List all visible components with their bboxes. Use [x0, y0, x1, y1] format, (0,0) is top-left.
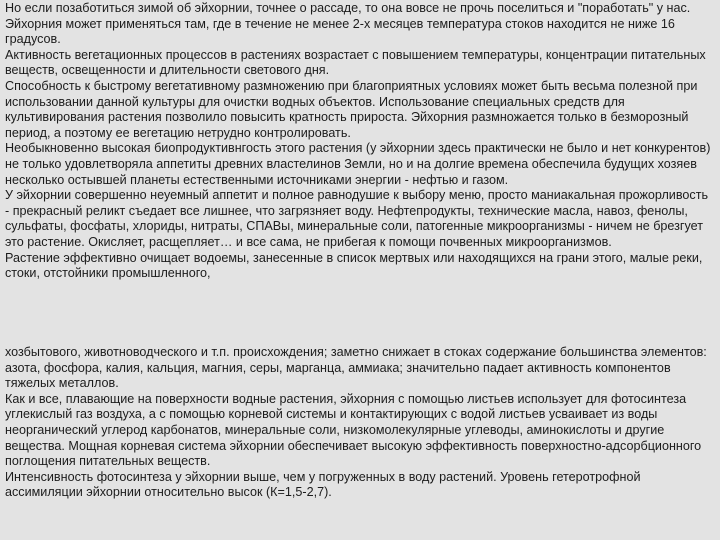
paragraph: У эйхорнии совершенно неуемный аппетит и полное равнодушие к выбору меню, просто маниакальная прожорливость - прекрасный реликт съедает все лишнее, что загрязняет воду. Нефтепродукты, технические масла, навоз, фенолы, сульфаты, фосфаты, хлориды, нитраты, СПАВы, минеральные соли, патогенные микроорганизмы - ничем не брезгует это растение. Окисляет, расщепляет… и все сама, не прибегая к помощи почвенных микроорганизмов. — [5, 188, 709, 249]
paragraph: хозбытового, животноводческого и т.п. происхождения; заметно снижает в стоках содержание большинства элементов: азота, фосфора, калия, кальция, магния, серы, марганца, аммиака; значительно падает активность компонентов тяжелых металлов. — [5, 345, 707, 391]
paragraph: Активность вегетационных процессов в растениях возрастает с повышением температуры, концентрации питательных веществ, освещенности и длительности светового дня. — [5, 47, 706, 78]
paragraph: Способность к быстрому вегетативному размножению при благоприятных условиях может быть весьма полезной при использовании данной культуры для очистки водных объектов. Использование специальных средств для культивирования растения позволило повысить кратность прироста. Эйхорния размножается только в безморозный период, а поэтому ее вегетацию нетрудно контролировать. — [5, 78, 698, 140]
paragraph: Как и все, плавающие на поверхности водные растения, эйхорния с помощью листьев использует для фотосинтеза углекислый газ воздуха, а с помощью корневой системы и контактирующих с водой листьев усваивает из воды неорганический углерод карбонатов, минеральные соли, низкомолекулярные углеводы, аминокислоты и другие вещества. Мощная корневая система эйхорнии обеспечивает высокую эффективность поверхностно-адсорбционного поглощения питательных веществ. — [5, 391, 702, 469]
paragraph: Растение эффективно очищает водоемы, занесенные в список мертвых или находящихся на грани этого, малые реки, стоки, отстойники промышленного, — [5, 250, 703, 281]
text-block-lower — [5, 345, 715, 501]
paragraph: Интенсивность фотосинтеза у эйхорнии выше, чем у погруженных в воду растений. Уровень гетеротрофной ассимиляции эйхорнии относительно высок (К=1,5-2,7). — [5, 469, 641, 500]
paragraph: Необыкновенно высокая биопродуктивнгость этого растения (у эйхорнии здесь практически не было и нет конкурентов) не только удовлетворяла аппетиты древних властелинов Земли, но и на долгие времена обеспечила будущих хозяев несколько остывшей планеты естественными источниками энергии - нефтью и газом. — [5, 141, 711, 187]
text-block-upper — [5, 1, 715, 282]
paragraph: Но если позаботиться зимой об эйхорнии, точнее о рассаде, то она вовсе не прочь поселиться и "поработать" у нас. Эйхорния может применяться там, где в течение не менее 2-х месяцев температура стоков находится не ниже 16 градусов. — [5, 1, 691, 47]
